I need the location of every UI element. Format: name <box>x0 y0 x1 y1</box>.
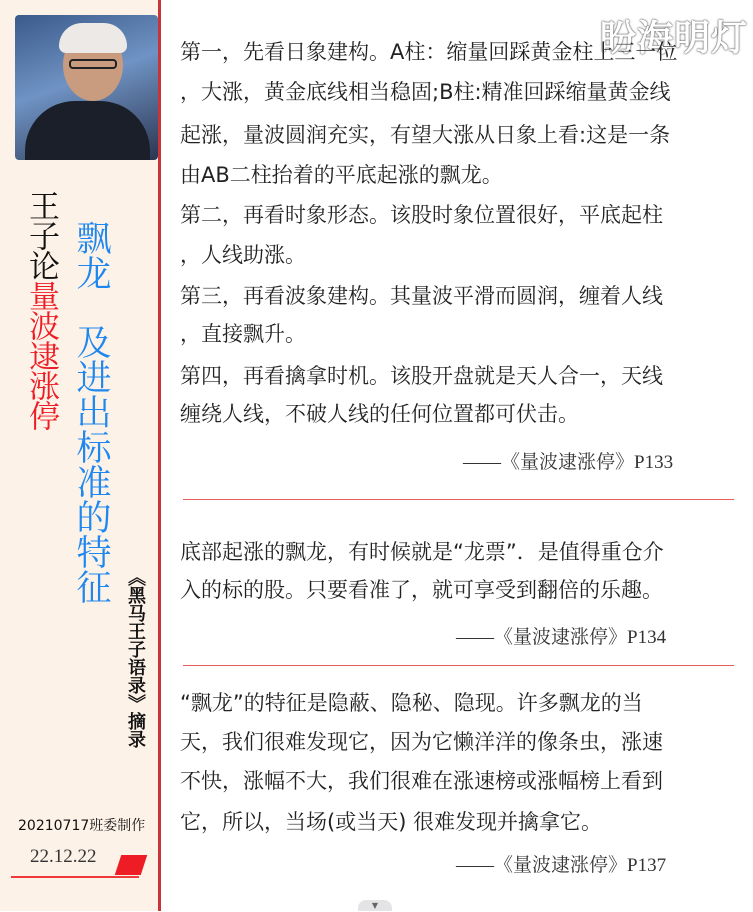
title-black: 王子论 <box>23 190 59 280</box>
scroll-down-indicator[interactable]: ▼ <box>358 900 392 911</box>
maker-label: 20210717班委制作 <box>18 818 146 834</box>
watermark: 盼海明灯 <box>600 18 749 59</box>
quote-line: 入的标的股。只要看准了，就可享受到翻倍的乐趣。 <box>180 578 663 602</box>
topic-part-2: 及进出标准的特征 <box>71 324 111 604</box>
quote-line: 缠绕人线，不破人线的任何位置都可伏击。 <box>180 402 579 426</box>
topic-part-1: 飘龙 <box>71 220 111 290</box>
title-red: 量波逮涨停 <box>23 280 59 430</box>
quote-line: 天，我们很难发现它，因为它懒洋洋的像条虫，涨速 <box>180 730 663 754</box>
quote-line: 起涨，量波圆润充实，有望大涨从日象上看:这是一条 <box>180 123 671 147</box>
quote-line: ，大涨，黄金底线相当稳固;B柱:精准回踩缩量黄金线 <box>180 80 671 104</box>
topic-title <box>72 220 110 604</box>
quote-line: ，人线助涨。 <box>180 243 306 267</box>
quote-source: ——《量波逮涨停》P137 <box>456 855 667 876</box>
quote-line: 底部起涨的飘龙，有时候就是“龙票”．是值得重仓介 <box>180 540 664 564</box>
quote-line: 它，所以，当场(或当天) 很难发现并擒拿它。 <box>180 810 603 834</box>
quote-line: 第四，再看擒拿时机。该股开盘就是天人合一，天线 <box>180 364 663 388</box>
quote-source: ——《量波逮涨停》P134 <box>456 627 667 648</box>
section-divider <box>183 665 734 666</box>
section-divider <box>183 499 734 500</box>
date-label: 22.12.22 <box>30 846 97 867</box>
book-title <box>24 190 58 430</box>
author-photo <box>15 15 158 160</box>
vertical-divider <box>158 0 161 911</box>
quote-line: 第一，先看日象建构。A柱：缩量回踩黄金柱上三一位 <box>180 40 678 64</box>
quote-line: 第二，再看时象形态。该股时象位置很好，平底起柱 <box>180 203 663 227</box>
quote-line: 第三，再看波象建构。其量波平滑而圆润，缠着人线 <box>180 284 663 308</box>
quote-source: ——《量波逮涨停》P133 <box>463 452 674 473</box>
quote-line: 由AB二柱抬着的平底起涨的飘龙。 <box>180 163 503 187</box>
quote-line: “飘龙”的特征是隐蔽、隐秘、隐现。许多飘龙的当 <box>180 691 643 715</box>
quote-line: ，直接飘升。 <box>180 322 306 346</box>
quote-line: 不快，涨幅不大，我们很难在涨速榜或涨幅榜上看到 <box>180 769 663 793</box>
date-underline <box>11 876 139 878</box>
source-note: 《黑马王子语录》摘录 <box>125 568 146 748</box>
